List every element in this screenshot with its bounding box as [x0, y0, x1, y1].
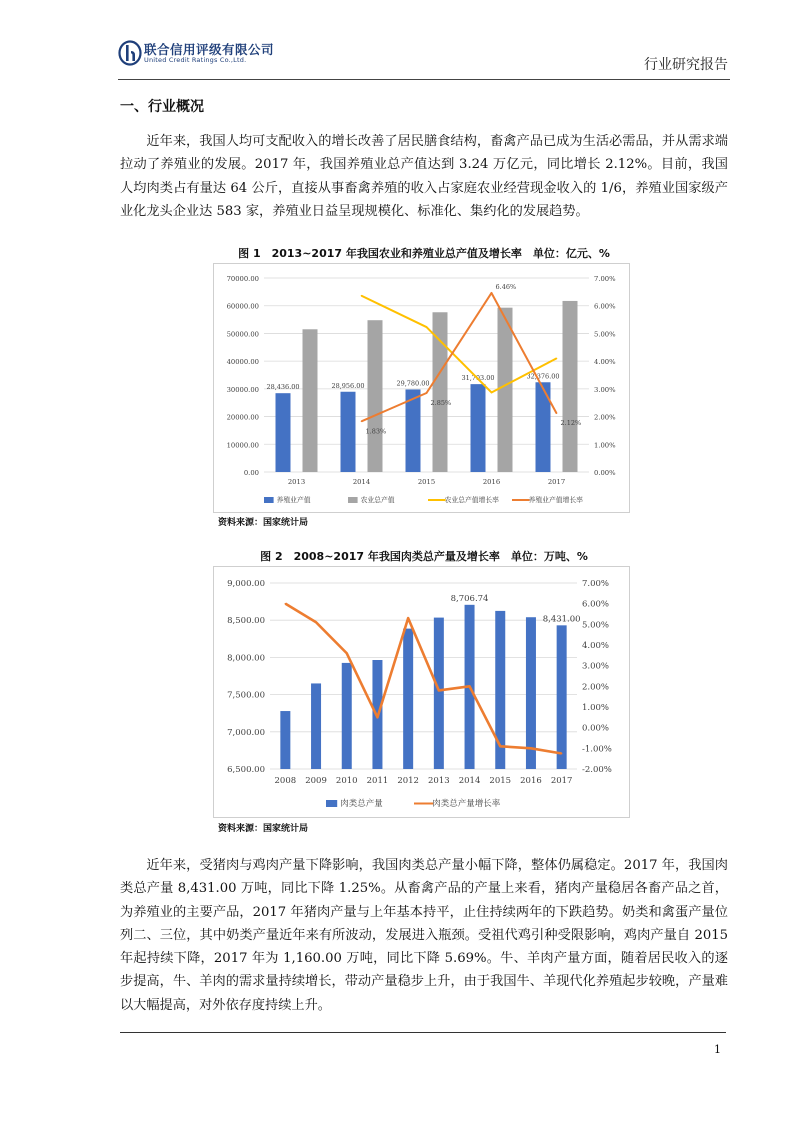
y2-tick-label: 6.00% [594, 302, 616, 311]
bar-data-label: 28,436.00 [266, 383, 300, 392]
paragraph-meat-production: 近年来，受猪肉与鸡肉产量下降影响，我国肉类总产量小幅下降，整体仍属稳定。2017 年，我国肉类总产量 8,431.00 万吨，同比下降 1.25%。从畜禽产品的产量上来看，猪肉产量稳居各畜产品之首，为养殖业的主要产品，2017 年猪肉产量与上年基本持平，止住持续两年的下跌趋势。奶类和禽蛋产量位列二、三位，其中奶类产量近年来有所波动，发展进入瓶颈。受祖代鸡引种受限影响，鸡肉产量自 2015 年起持续下降，2017 年为 1,160.00 万吨，同比下降 5.69%。牛、羊肉产量方面，随着居民收入的逐步提高，牛、羊肉的需求量持续增长，带动产量稳步上升，由于我国牛、羊现代化养殖起步较晚，产量难以大幅提高，对外依存度持续上升。 [120, 858, 728, 1013]
line-point [426, 392, 428, 394]
figure2-svg [214, 567, 629, 817]
line-point [426, 326, 428, 328]
y2-tick-label: 7.00% [582, 579, 610, 589]
line-point [561, 753, 563, 755]
legend-label: 肉类总产量 [340, 799, 383, 809]
series-line [285, 604, 561, 754]
y-tick-label: 60000.00 [226, 302, 259, 311]
y-tick-label: 8,500.00 [227, 616, 265, 627]
y2-tick-label: 3.00% [594, 385, 616, 394]
figure2-source: 资料来源：国家统计局 [218, 824, 309, 834]
y2-tick-label: 0.00% [582, 723, 610, 734]
x-tick-label: 2015 [489, 776, 512, 786]
figure2-chart [213, 566, 630, 818]
bar-data-label: 8,706.74 [450, 593, 489, 604]
x-tick-label: 2013 [428, 776, 450, 786]
legend-label: 农业总产值增长率 [444, 496, 499, 504]
page-number: 1 [714, 1043, 721, 1056]
x-tick-label: 2009 [305, 776, 327, 786]
line-point [499, 745, 501, 747]
y2-tick-label: 2.00% [582, 682, 610, 693]
bar [557, 625, 567, 769]
line-point [361, 295, 363, 297]
legend-label: 养殖业产值 [276, 496, 311, 504]
y-tick-label: 10000.00 [226, 441, 259, 450]
bar [341, 392, 356, 472]
line-point [377, 717, 379, 719]
y-tick-label: 7,500.00 [227, 690, 265, 701]
y-tick-label: 70000.00 [226, 275, 259, 283]
y-tick-label: 30000.00 [226, 385, 259, 394]
legend-label: 养殖业产值增长率 [528, 496, 583, 504]
x-tick-label: 2014 [352, 478, 371, 486]
report-type: 行业研究报告 [644, 57, 728, 73]
bar [536, 382, 551, 472]
figure1-svg [214, 264, 629, 512]
y-tick-label: 6,500.00 [227, 765, 265, 775]
bar-data-label: 32,376.00 [526, 372, 560, 381]
y2-tick-label: 3.00% [582, 661, 610, 672]
y-tick-label: 0.00 [243, 469, 259, 477]
y2-tick-label: -1.00% [582, 744, 612, 755]
bar-data-label: 8,431.00 [542, 614, 581, 625]
figure1-source: 资料来源：国家统计局 [218, 518, 309, 528]
bar [342, 663, 352, 769]
legend-swatch [348, 497, 358, 503]
page-header [118, 36, 730, 80]
line-data-label: 1.83% [365, 427, 387, 436]
bar [403, 629, 413, 769]
x-tick-label: 2008 [274, 776, 297, 786]
y2-tick-label: 1.00% [582, 703, 610, 713]
y-tick-label: 7,000.00 [227, 727, 265, 738]
line-point [346, 652, 348, 654]
bar [311, 683, 321, 769]
line-data-label: 6.46% [495, 282, 517, 291]
line-point [285, 603, 287, 605]
bar-data-label: 31,703.00 [461, 374, 495, 383]
line-point [315, 621, 317, 623]
section-title: 一、行业概况 [120, 99, 204, 115]
y2-tick-label: 4.00% [594, 358, 616, 367]
x-tick-label: 2017 [547, 478, 566, 486]
y2-tick-label: 6.00% [582, 599, 610, 610]
bar [276, 393, 291, 472]
y2-tick-label: 1.00% [594, 441, 616, 450]
legend-label: 农业总产值 [360, 496, 395, 504]
company-logo [118, 38, 288, 68]
line-point [491, 292, 493, 294]
bar [471, 384, 486, 472]
paragraph-intro: 近年来，我国人均可支配收入的增长改善了居民膳食结构，畜禽产品已成为生活必需品，并从需求端拉动了养殖业的发展。2017 年，我国养殖业总产值达到 3.24 万亿元，同比增长 2.12%。目前，我国人均肉类占有量达 64 公斤，直接从事畜禽养殖的收入占家庭农业经营现金收入的 1/6，养殖业国家级产业化龙头企业达 583 家，养殖业日益呈现规模化、标准化、集约化的发展趋势。 [120, 134, 728, 219]
bar [563, 301, 578, 472]
x-tick-label: 2013 [287, 478, 306, 486]
legend-label: 肉类总产量增长率 [432, 799, 501, 809]
bar [498, 308, 513, 472]
y-tick-label: 40000.00 [226, 358, 259, 367]
bar-data-label: 28,956.00 [331, 381, 365, 390]
line-point [361, 420, 363, 422]
bar [303, 329, 318, 472]
x-tick-label: 2017 [550, 776, 573, 786]
company-name-en: United Credit Ratings Co.,Ltd. [144, 56, 247, 64]
line-point [491, 392, 493, 394]
y-tick-label: 50000.00 [226, 330, 259, 339]
y2-tick-label: 5.00% [582, 620, 610, 631]
line-data-label: 2.12% [560, 419, 582, 428]
line-point [469, 686, 471, 688]
line-point [556, 358, 558, 360]
bar [434, 618, 444, 769]
figure2-title: 图 2 2008~2017 年我国肉类总产量及增长率 单位：万吨、% [260, 550, 588, 563]
x-tick-label: 2015 [417, 478, 436, 486]
y2-tick-label: -2.00% [582, 765, 612, 775]
y2-tick-label: 2.00% [594, 413, 616, 422]
y2-tick-label: 5.00% [594, 330, 616, 339]
y2-tick-label: 7.00% [594, 275, 616, 283]
x-tick-label: 2014 [458, 776, 481, 786]
bar [368, 320, 383, 472]
legend-swatch [264, 497, 274, 503]
line-point [530, 748, 532, 750]
x-tick-label: 2011 [366, 776, 389, 786]
footer-divider [120, 1032, 726, 1033]
y-tick-label: 9,000.00 [227, 579, 265, 589]
y2-tick-label: 0.00% [594, 469, 616, 477]
line-point [438, 690, 440, 692]
figure1-title: 图 1 2013~2017 年我国农业和养殖业总产值及增长率 单位：亿元、% [238, 247, 610, 260]
y-tick-label: 8,000.00 [227, 653, 265, 664]
x-tick-label: 2016 [520, 776, 542, 786]
company-name-cn: 联合信用评级有限公司 [144, 42, 275, 57]
x-tick-label: 2010 [335, 776, 358, 786]
y-tick-label: 20000.00 [226, 413, 259, 422]
series-line [362, 293, 560, 421]
line-point [407, 617, 409, 619]
bar-data-label: 29,780.00 [396, 379, 430, 388]
header-divider [118, 79, 730, 80]
bar [526, 617, 536, 769]
x-tick-label: 2012 [397, 776, 419, 786]
figure1-chart [213, 263, 630, 513]
bar [280, 711, 290, 769]
logo-mark-icon [118, 40, 142, 66]
x-tick-label: 2016 [482, 478, 501, 486]
line-data-label: 2.85% [430, 399, 452, 408]
y2-tick-label: 4.00% [582, 641, 610, 651]
legend-swatch [326, 800, 337, 807]
line-point [556, 412, 558, 414]
